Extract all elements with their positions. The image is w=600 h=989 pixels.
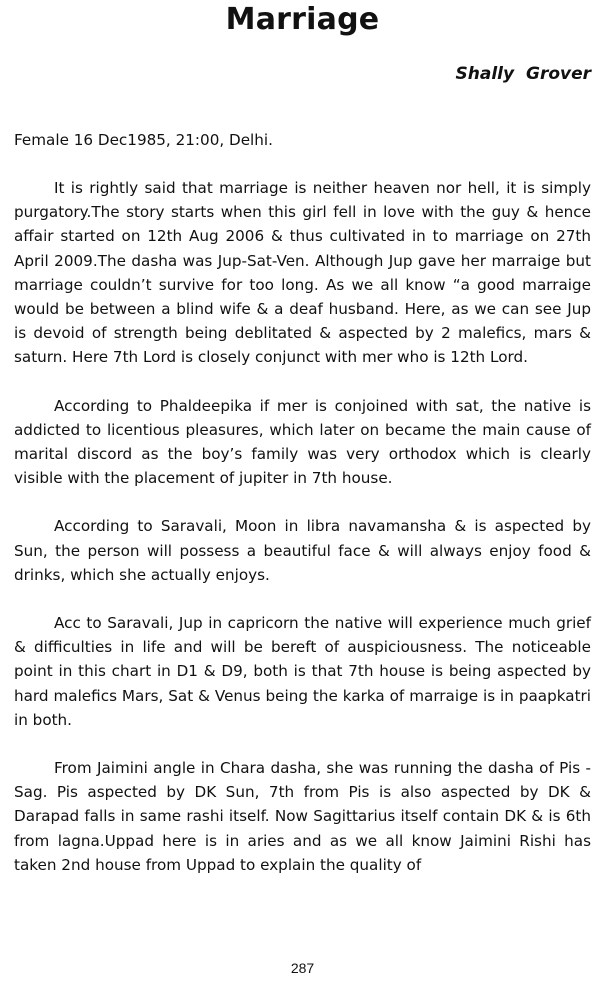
author-name: Shally Grover bbox=[455, 64, 591, 84]
birth-details: Female 16 Dec1985, 21:00, Delhi. bbox=[14, 131, 273, 149]
book-page bbox=[14, 0, 591, 989]
body-paragraph: From Jaimini angle in Chara dasha, she was running the dasha of Pis -Sag. Pis aspected by DK Sun, 7th from Pis is also aspected by DK & Darapad falls in same rashi itself. Now Sagittarius itself contain DK & is 6th from lagna.Uppad here is in aries and as we all know Jaimini Rishi has taken 2nd house from Uppad to explain the quality of bbox=[14, 759, 591, 874]
body-paragraph: Acc to Saravali, Jup in capricorn the native will experience much grief & difficulties in life and will be bereft of auspiciousness. The noticeable point in this chart in D1 & D9, both is that 7th house is being aspected by hard malefics Mars, Sat & Venus being the karka of marraige is in paapkatri in both. bbox=[14, 614, 591, 729]
article-body bbox=[14, 176, 591, 901]
article-title: Marriage bbox=[225, 2, 380, 37]
body-paragraph: According to Saravali, Moon in libra navamansha & is aspected by Sun, the person will possess a beautiful face & will always enjoy food & drinks, which she actually enjoys. bbox=[14, 517, 591, 584]
page-number: 287 bbox=[290, 960, 315, 976]
body-paragraph: According to Phaldeepika if mer is conjoined with sat, the native is addicted to licentious pleasures, which later on became the main cause of marital discord as the boy’s family was very orthodox which is clearly visible with the placement of jupiter in 7th house. bbox=[14, 396, 591, 488]
body-paragraph: It is rightly said that marriage is neither heaven nor hell, it is simply purgatory.The story starts when this girl fell in love with the guy & hence affair started on 12th Aug 2006 & thus cultivated in to marriage on 27th April 2009.The dasha was Jup-Sat-Ven. Although Jup gave her marraige but marriage couldn’t survive for too long. As we all know “a good marraige would be between a blind wife & a deaf husband. Here, as we can see Jup is devoid of strength being deblitated & aspected by 2 malefics, mars & saturn. Here 7th Lord is closely conjunct with mer who is 12th Lord. bbox=[14, 179, 591, 367]
